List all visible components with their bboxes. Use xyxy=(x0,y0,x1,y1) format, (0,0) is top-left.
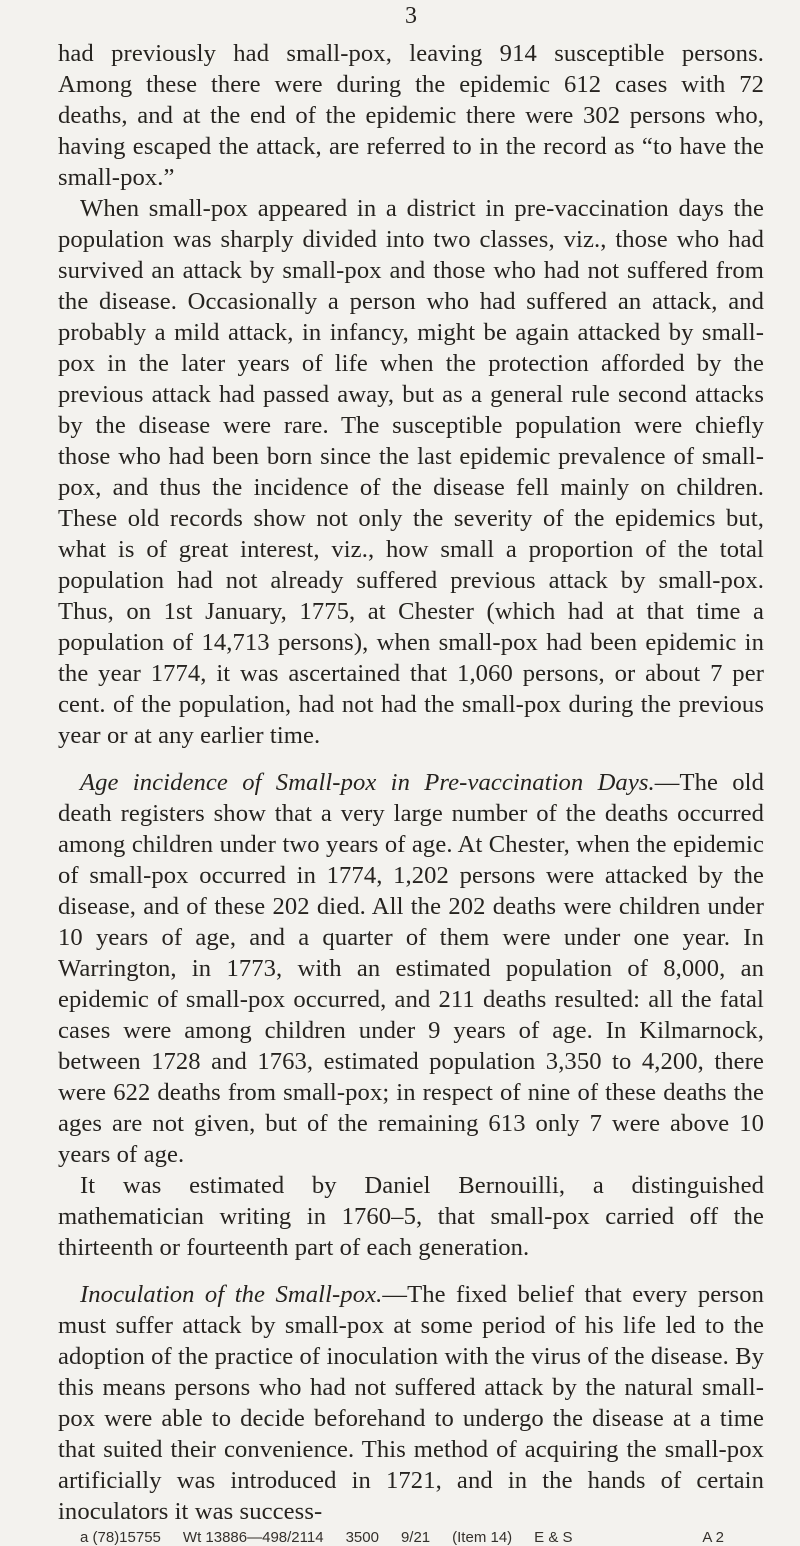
imprint-item: (Item 14) xyxy=(452,1529,513,1546)
paragraph-3 xyxy=(58,767,764,1170)
signature-mark: A 2 xyxy=(702,1529,724,1546)
printer-imprint xyxy=(58,1529,764,1546)
section-heading-age-incidence: Age incidence of Small-pox in Pre-vaccination Days. xyxy=(80,769,655,796)
paragraph-4: It was estimated by Daniel Bernouilli, a distinguished mathematician writing in 1760–5, that small-pox carried off the thirteenth or fourteenth part of each generation. xyxy=(58,1172,764,1261)
imprint-printer: E & S xyxy=(534,1529,573,1546)
paragraph-5 xyxy=(58,1279,764,1527)
paragraph-5-text: —The fixed belief that every person must suffer attack by small-pox at some period of his life led to the adoption of the practice of inoculation with the virus of the disease. By this means persons who had not suffered attack by the natural small-pox were able to decide beforehand to undergo the disease at a time that suited their convenience. This method of acquiring the small-pox artificially was introduced in 1721, and in the hands of certain inoculators it was success- xyxy=(58,1281,765,1525)
page-number: 3 xyxy=(405,3,417,29)
imprint-reference: a (78)15755 xyxy=(80,1529,161,1546)
paragraph-3-text: —The old death registers show that a very large number of the deaths occurred among children under two years of age. At Chester, when the epidemic of small-pox occurred in 1774, 1,202 persons were attacked by the disease, and of these 202 died. All the 202 deaths were children under 10 years of age, and a quarter of them were under one year. In Warrington, in 1773, with an estimated population of 8,000, an epidemic of small-pox occurred, and 211 deaths resulted: all the fatal cases were among children under 9 years of age. In Kilmarnock, between 1728 and 1763, estimated population 3,350 to 4,200, there were 622 deaths from small-pox; in respect of nine of these deaths the ages are not given, but of the remaining 613 only 7 were above 10 years of age. xyxy=(58,769,764,1168)
imprint-date: 9/21 xyxy=(400,1529,431,1546)
imprint-quantity: 3500 xyxy=(345,1529,379,1546)
paragraph-2: When small-pox appeared in a district in pre-vaccination days the population was sharply divided into two classes, viz., those who had survived an attack by small-pox and those who had not suffered from the disease. Occasionally a person who had suffered an attack, and probably a mild attack, in infancy, might be again attacked by small-pox in the later years of life when the protection afforded by the previous attack had passed away, but as a general rule second attacks by the disease were rare. The susceptible population were chiefly those who had been born since the last epidemic prevalence of small-pox, and thus the incidence of the disease fell mainly on children. These old records show not only the severity of the epidemics but, what is of great interest, viz., how small a proportion of the total population had not already suffered previous attack by small-pox. Thus, on 1st January, 1775, at Chester (which had at that time a population of 14,713 persons), when small-pox had been epidemic in the year 1774, it was ascertained that 1,060 persons, or about 7 per cent. of the population, had not had the small-pox during the previous year or at any earlier time. xyxy=(58,195,764,749)
imprint-print-code: Wt 13886—498/2114 xyxy=(182,1529,324,1546)
section-heading-inoculation: Inoculation of the Small-pox. xyxy=(80,1281,383,1308)
paragraph-1: had previously had small-pox, leaving 914 susceptible persons. Among these there were during the epidemic 612 cases with 72 deaths, and at the end of the epidemic there were 302 persons who, having escaped the attack, are referred to in the record as “to have the small-pox.” xyxy=(58,40,764,191)
body-text xyxy=(58,38,764,1527)
